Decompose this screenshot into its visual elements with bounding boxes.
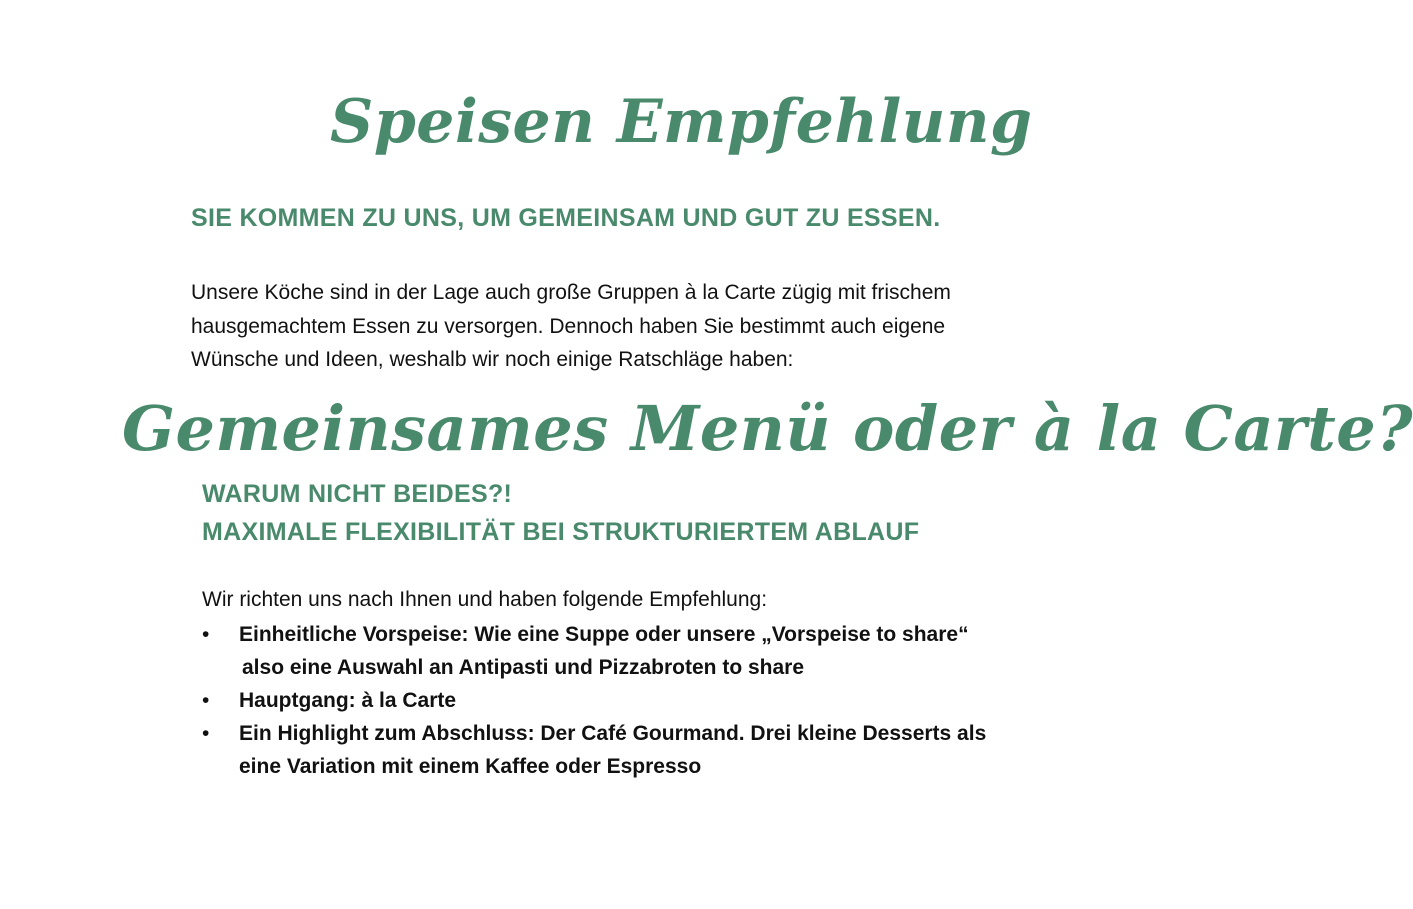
bullet-icon: • [202,623,210,646]
list-item [202,618,1062,684]
recommendation-list [202,618,1062,783]
list-item-line: Ein Highlight zum Abschluss: Der Café Gourmand. Drei kleine Desserts als [239,722,987,745]
paragraph-line: Wünsche und Ideen, weshalb wir noch einige Ratschläge haben: [191,348,794,371]
list-item-line: also eine Auswahl an Antipasti und Pizzabroten to share [242,656,805,679]
bullet-icon: • [202,689,210,712]
page-title: Speisen Empfehlung [330,87,1033,157]
paragraph-line: hausgemachtem Essen zu versorgen. Dennoch haben Sie bestimmt auch eigene [191,314,946,338]
paragraph-line: Unsere Köche sind in der Lage auch große Gruppen à la Carte zügig mit frischem [191,281,951,304]
list-item-line: Hauptgang: à la Carte [239,689,457,712]
section-subtitle: WARUM NICHT BEIDES?! [202,480,513,508]
intro-paragraph [191,276,1051,377]
section-title: Gemeinsames Menü oder à la Carte? [122,392,1413,465]
list-item [202,717,1062,783]
recommendation-intro: Wir richten uns nach Ihnen und haben folgende Empfehlung: [202,588,768,611]
list-item [202,684,1062,717]
list-item-line: Einheitliche Vorspeise: Wie eine Suppe oder unsere „Vorspeise to share“ [239,623,969,646]
tagline: SIE KOMMEN ZU UNS, UM GEMEINSAM UND GUT ZU ESSEN. [191,204,941,232]
bullet-icon: • [202,722,210,745]
list-item-line: eine Variation mit einem Kaffee oder Espresso [239,755,702,778]
section-subtitle: MAXIMALE FLEXIBILITÄT BEI STRUKTURIERTEM ABLAUF [202,518,920,546]
